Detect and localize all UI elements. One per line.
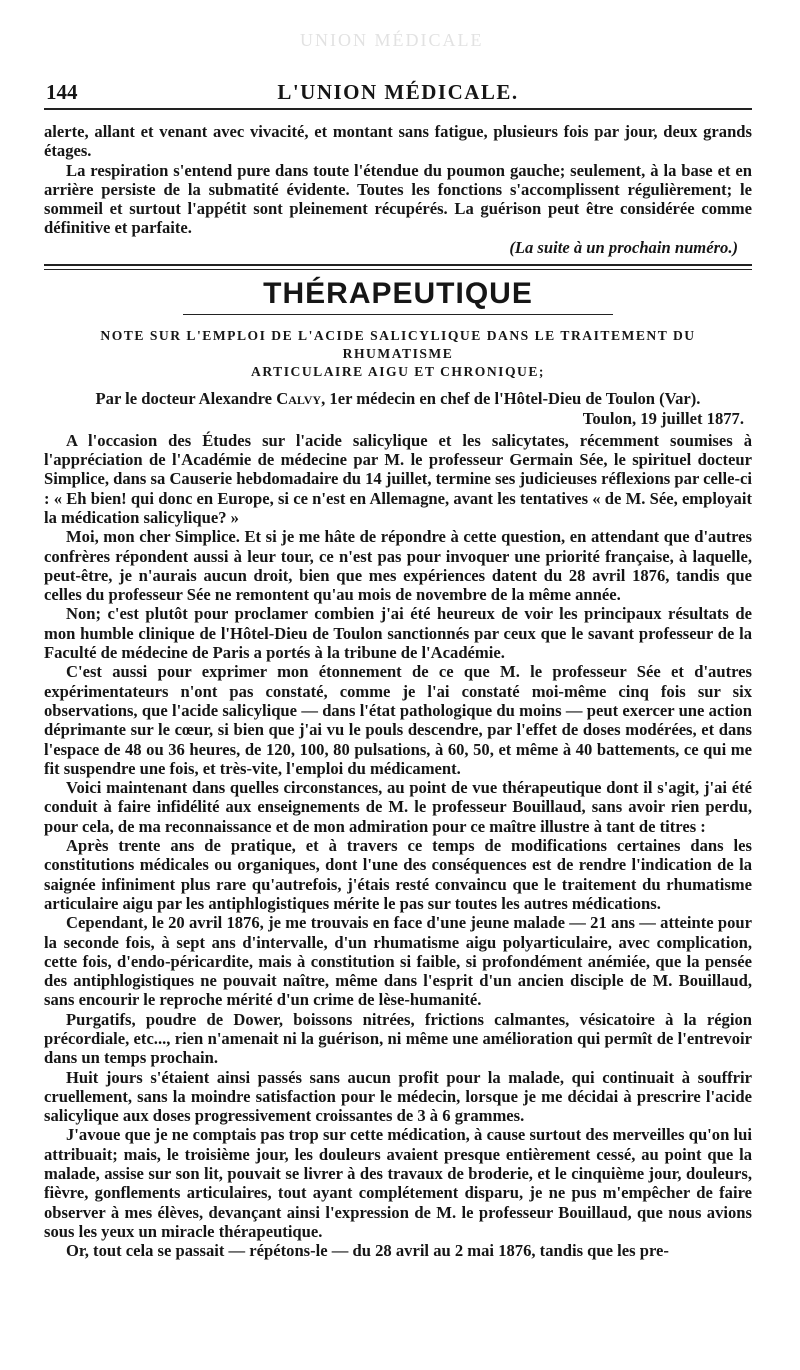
dateline: Toulon, 19 juillet 1877. — [582, 408, 744, 428]
paragraph: Cependant, le 20 avril 1876, je me trouvais en face d'une jeune malade — 21 ans — atteinte pour la seconde fois, à sept ans d'intervalle, d'un rhumatisme aigu polyarticulaire, avec complication, cette fois, d'endo-péricardite, mais à constitution si faible, si profondément anémiée, que la pensée des antiphlogistiques ne pouvait naître, même dans l'esprit d'un ancien disciple de M. Bouillaud, sans encourir le reproche mérité d'un crime de lèse-humanité. — [44, 913, 752, 1010]
continuation-note: (La suite à un prochain numéro.) — [509, 237, 738, 257]
paragraph: Après trente ans de pratique, et à travers ce temps de modifications certaines dans les constitutions médicales ou organiques, dont l'une des conséquences est de rendre l'indication de la saignée infiniment plus rare qu'autrefois, j'étais resté convaincu que le traitement du rhumatisme articulaire aigu par les antiphlogistiques mérite le pas sur toutes les autres médications. — [44, 836, 752, 913]
paragraph: Moi, mon cher Simplice. Et si je me hâte de répondre à cette question, en attendant que d'autres confrères répondent aussi à leur tour, ce n'est pas pour invoquer une priorité française, à laquelle, peut-être, je n'aurais aucun droit, bien que mes expériences datent du 28 avril 1876, tandis que celles du professeur Sée ne remontent qu'au mois de novembre de la même année. — [44, 527, 752, 605]
bleed-through-text: UNION MÉDICALE — [300, 30, 484, 50]
article-title-line: NOTE SUR L'EMPLOI DE L'ACIDE SALICYLIQUE DANS LE TRAITEMENT DU RHUMATISME — [100, 327, 696, 361]
paragraph: alerte, allant et venant avec vivacité, et montant sans fatigue, plusieurs fois par jour, deux grands étages. — [44, 122, 752, 161]
page-number: 144 — [46, 80, 78, 104]
paragraph: Voici maintenant dans quelles circonstances, au point de vue thérapeutique dont il s'agit, j'ai été conduit à faire infidélité aux enseignements de M. le professeur Bouillaud, sans avoir rien perdu, pour cela, de ma reconnaissance et de mon admiration pour ce maître illustre à tant de titres : — [44, 778, 752, 836]
paragraph: Non; c'est plutôt pour proclamer combien j'ai été heureux de voir les principaux résultats de mon humble clinique de l'Hôtel-Dieu de Toulon sanctionnés par ceux que le savant professeur de la Faculté de médecine de Paris a portés à la tribune de l'Académie. — [44, 604, 752, 663]
section-divider — [44, 264, 752, 270]
previous-article-end — [44, 122, 752, 238]
paragraph: C'est aussi pour exprimer mon étonnement de ce que M. le professeur Sée et d'autres expérimentateurs n'ont pas constaté, comme je l'ai constaté moi-même cinq fois sur six observations, que l'acide salicylique — dans l'état pathologique du moins — peut exercer une action déprimante sur le cœur, si bien que j'ai vu le pouls descendre, par l'effet de doses modérées, et dans l'espace de 48 ou 36 heures, de 120, 100, 80 pulsations, à 60, 50, et même à 40 battements, ce qui me fit suspendre une fois, et très-vite, l'emploi du médicament. — [44, 662, 752, 778]
byline — [44, 389, 752, 409]
paragraph: Huit jours s'étaient ainsi passés sans aucun profit pour la malade, qui continuait à souffrir cruellement, sans la moindre satisfaction pour le médecin, lorsque je me décidai à prescrire l'acide salicylique aux doses progressivement croissantes de 3 à 6 grammes. — [44, 1067, 752, 1126]
title-underline — [183, 314, 613, 315]
byline-prefix: Par le docteur Alexandre — [95, 388, 273, 408]
article-title-line: ARTICULAIRE AIGU ET CHRONIQUE; — [251, 363, 545, 379]
author-name: Calvy — [276, 388, 322, 408]
running-head — [44, 72, 752, 110]
section-title: THÉRAPEUTIQUE — [263, 276, 533, 310]
paragraph: Purgatifs, poudre de Dower, boissons nitrées, frictions calmantes, vésicatoire à la région précordiale, etc..., rien n'amenait ni la guérison, ni même une amélioration qui permît de l'entrevoir dans un temps prochain. — [44, 1009, 752, 1068]
journal-title: L'UNION MÉDICALE. — [277, 80, 519, 104]
paragraph: Or, tout cela se passait — répétons-le — du 28 avril au 2 mai 1876, tandis que les pre- — [66, 1241, 669, 1261]
paragraph: La respiration s'entend pure dans toute l'étendue du poumon gauche; seulement, à la base et en arrière persiste de la submatité évidente. Toutes les fonctions s'accomplissent régulièrement; le sommeil et surtout l'appétit sont pleinement récupérés. La guérison peut être considérée comme définitive et parfaite. — [44, 160, 752, 238]
article-title — [44, 327, 752, 381]
article-body — [44, 431, 752, 1261]
paragraph: A l'occasion des Études sur l'acide salicylique et les salicytates, récemment soumises à l'appréciation de l'Académie de médecine par M. le professeur Germain Sée, le spirituel docteur Simplice, dans sa Causerie hebdomadaire du 14 juillet, termine ses judicieuses réflexions par celle-ci : « Eh bien! qui donc en Europe, si ce n'est en Allemagne, avant les tentatives « de M. Sée, employait la médication salicylique? » — [44, 430, 752, 527]
paragraph: J'avoue que je ne comptais pas trop sur cette médication, à cause surtout des merveilles qu'on lui attribuait; mais, le troisième jour, les douleurs avaient presque entièrement cessé, au point que la malade, assise sur son lit, pouvait se livrer à des travaux de broderie, et le cinquième jour, douleurs, fièvre, gonflements articulaires, tout ayant complétement disparu, je ne pus m'empêcher de faire observer à mes élèves, devançant ainsi l'expression de M. le professeur Bouillaud, que nous avions sous les yeux un miracle thérapeutique. — [44, 1125, 752, 1241]
byline-suffix: , 1er médecin en chef de l'Hôtel-Dieu de Toulon (Var). — [321, 388, 701, 408]
